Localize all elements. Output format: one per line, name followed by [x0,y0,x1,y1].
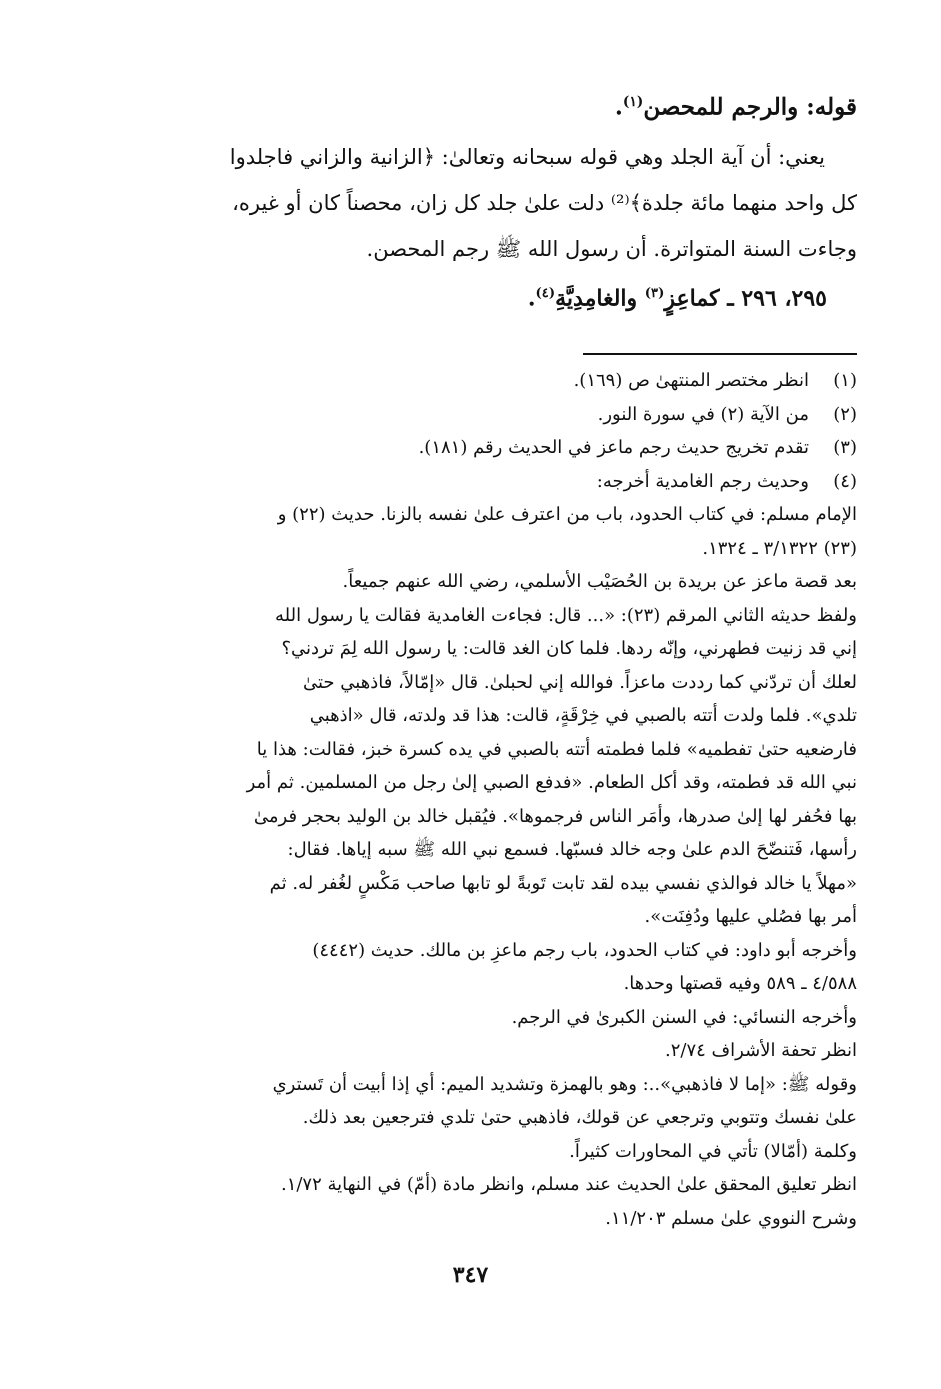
footnote-line: علىٰ نفسك وتتوبي وترجعي عن قولك، فاذهبي حتىٰ تلدي فترجعين بعد ذلك. [302,1107,857,1128]
footnote-line: وكلمة (أمّالا) تأتي في المحاورات كثيراً. [569,1140,857,1162]
footnote-text: تقدم تخريج حديث رجم ماعز في الحديث رقم (١٨١). [418,437,809,458]
footnote-4-continuation [82,498,857,1235]
hadith-numbers-line [82,272,857,320]
footnote-line: بها فحُفر لها إلىٰ صدرها، وأمَر الناس فرجموها». فيُقبل خالد بن الوليد بحجر فرمىٰ [253,805,857,827]
footnote-line: انظر تعليق المحقق علىٰ الحديث عند مسلم، وانظر مادة (أمّ) في النهاية ١/٧٢. [280,1174,857,1195]
footnote-line: وقوله ﷺ: «إما لا فاذهبي»..: وهو بالهمزة وتشديد الميم: أي إذا أبيت أن تَستري [272,1073,857,1095]
body-line: وجاءت السنة المتواترة. أن رسول الله ﷺ رجم المحصن. [366,236,857,261]
footnote-line: فارضعيه حتىٰ تفطميه» فلما فطمته أتته بالصبي في يده كسرة خبز، فقالت: هذا يا [256,738,857,760]
footnote-ref-4: (٤) [535,285,556,301]
body-paragraph [82,134,857,272]
footnote-line: ولفظ حديثه الثاني المرقم (٢٣): «... قال: فجاءت الغامدية فقالت يا رسول الله [275,604,857,626]
footnote-line: (٢٣) ٣/١٣٢٢ ـ ١٣٢٤. [702,537,857,559]
main-text [82,82,857,320]
footnote-line: بعد قصة ماعز عن بريدة بن الحُصَيْب الأسلمي، رضي الله عنهم جميعاً. [342,571,857,592]
body-line: يعني: أن آية الجلد وهي قوله سبحانه وتعالىٰ: ﴿الزانية والزاني فاجلدوا [229,144,825,169]
nums-line-end: . [527,284,536,311]
footnote-line: وأخرجه النسائي: في السنن الكبرىٰ في الرجم. [511,1006,857,1028]
footnote-number: (٤) [833,470,857,492]
body-line: كل واحد منهما مائة جلدة﴾⁽²⁾ دلت علىٰ جلد كل زان، محصناً كان أو غيره، [232,190,857,215]
footnote-line: إني قد زنيت فطهرني، وإنّه ردها. فلما كان الغد قالت: يا رسول الله لِمَ تردني؟ [281,638,857,659]
heading-text: قوله: والرجم للمحصن [643,93,857,121]
footnote-line: تلدي». فلما ولدت أتته بالصبي في خِرْقَةٍ، قالت: هذا قد ولدته، قال «اذهبي [309,705,857,726]
footnote-number: (٣) [833,437,857,458]
footnote-text: انظر مختصر المنتهىٰ ص (١٦٩). [573,370,809,391]
footnote-text: وحديث رجم الغامدية أخرجه: [596,470,809,492]
footnote-line: «مهلاً يا خالد فوالذي نفسي بيده لقد تابت تَوبةً لو تابها صاحب مَكْسٍ لغُفر له. ثم [269,872,857,894]
footnote-line: لعلك أن تردّني كما رددت ماعزاً. فوالله إني لحبلىٰ. قال «إمّالاً، فاذهبي حتىٰ [302,671,857,693]
hadith-numbers: ٢٩٥، ٢٩٦ ـ كماعِزٍ [664,284,827,311]
footnote-line: ٤/٥٨٨ ـ ٥٨٩ وفيه قصتها وحدها. [623,973,857,994]
footnote-number: (١) [833,370,857,391]
heading-footnote-ref: (١) [622,94,644,110]
footnote-line: الإمام مسلم: في كتاب الحدود، باب من اعترف علىٰ نفسه بالزنا. حديث (٢٢) و [277,504,857,525]
heading-end: . [614,93,623,121]
ghamidiyya-text: والغامِدِيَّةِ [555,284,645,311]
footnotes [82,364,857,1235]
footnote-line: انظر تحفة الأشراف ٢/٧٤. [664,1040,857,1061]
footnote-ref-3: (٣) [644,285,665,301]
footnote-line: نبي الله قد فطمته، وقد أكل الطعام. «فدفع الصبي إلىٰ رجل من المسلمين. ثم أمر [246,772,857,793]
footnote-separator [583,353,857,355]
footnote-3 [82,431,857,465]
footnote-2 [82,398,857,432]
footnote-line: رأسها، فَتنضّحَ الدم علىٰ وجه خالد فسبّها. فسمع نبي الله ﷺ سبه إياها. فقال: [287,839,857,860]
footnote-1 [82,364,857,398]
footnote-line: أمر بها فصُلي عليها ودُفِنَت». [644,906,857,927]
footnote-number: (٢) [833,403,857,425]
footnote-text: من الآية (٢) في سورة النور. [597,403,809,425]
footnote-line: وشرح النووي علىٰ مسلم ١١/٢٠٣. [605,1207,857,1229]
section-heading [82,82,857,128]
footnote-4 [82,465,857,499]
page-number: ٣٤٧ [452,1262,489,1288]
footnote-line: وأخرجه أبو داود: في كتاب الحدود، باب رجم ماعزِ بن مالك. حديث (٤٤٤٢) [312,939,857,961]
